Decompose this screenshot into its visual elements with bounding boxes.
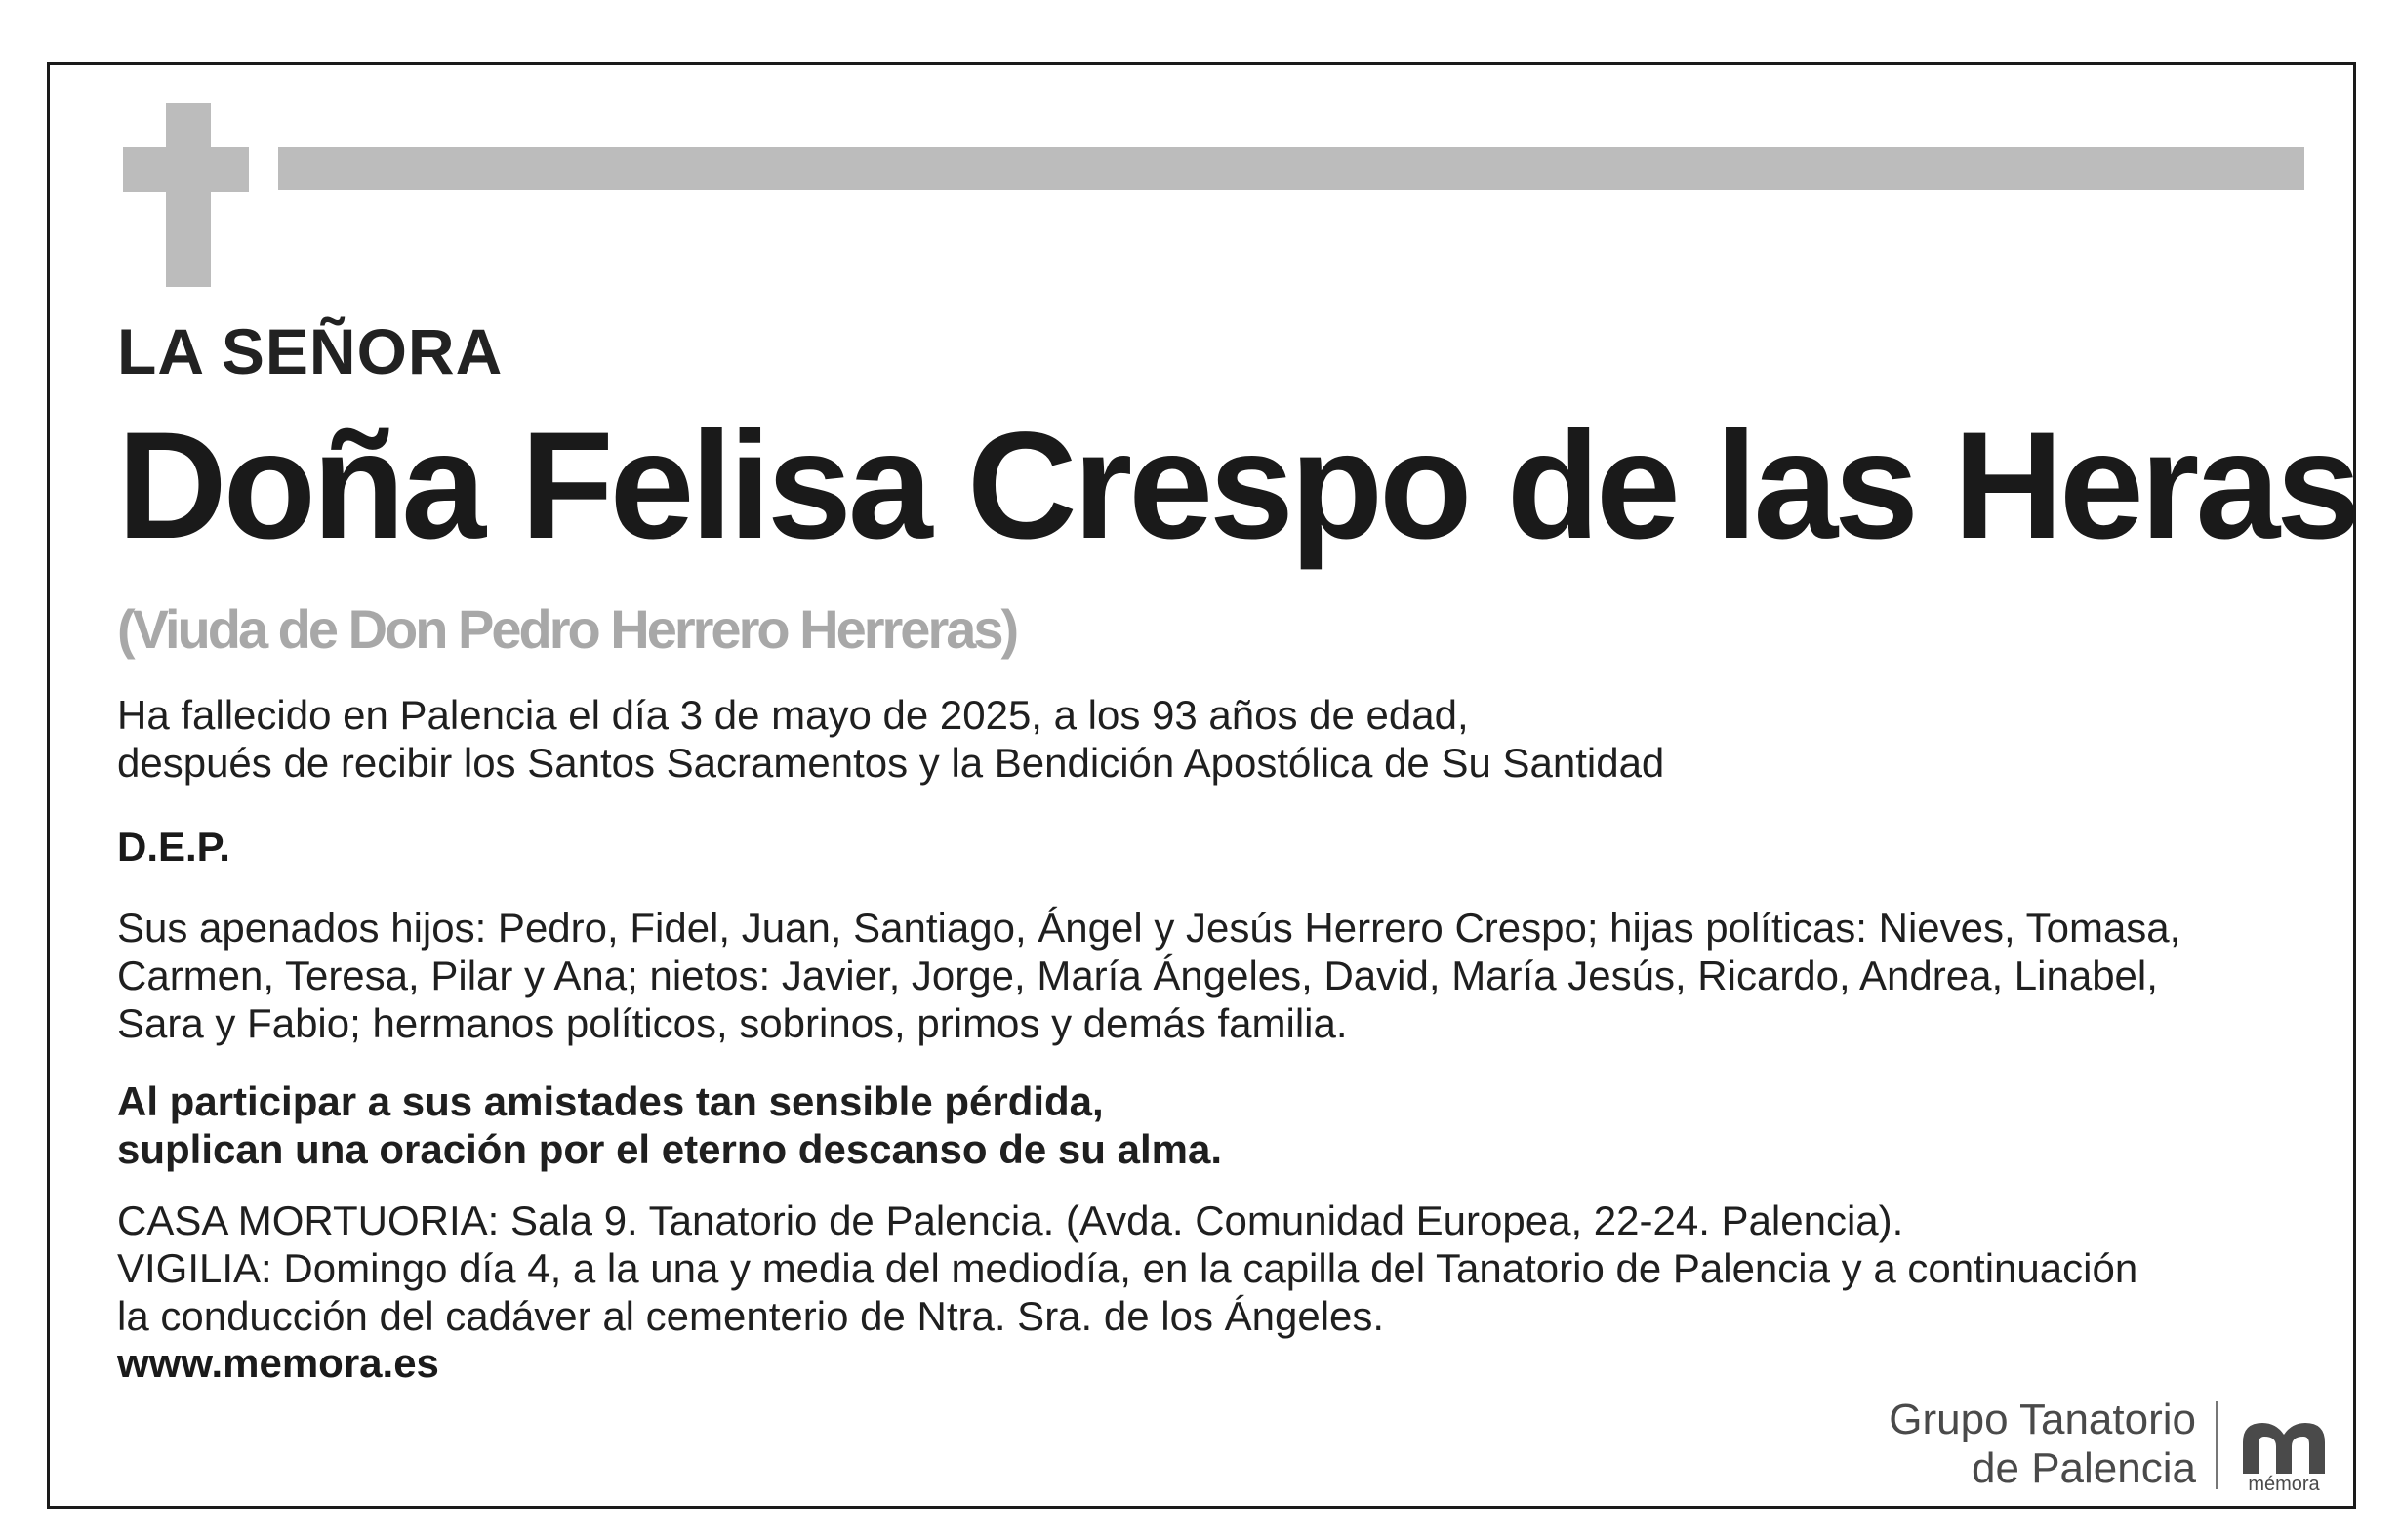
memora-m-logo-icon [2237,1417,2331,1476]
service-line-1: CASA MORTUORIA: Sala 9. Tanatorio de Palencia. (Avda. Comunidad Europea, 22-24. Palencia). [117,1197,1904,1243]
prayer-line-1: Al participar a sus amistades tan sensible pérdida, [117,1078,1104,1124]
group-name [1815,1396,2196,1493]
cross-icon-vertical [166,103,211,287]
widow-line: (Viuda de Don Pedro Herrero Herreras) [117,598,1017,660]
footer-divider [2216,1401,2218,1489]
service-paragraph [117,1196,2137,1340]
service-line-3: la conducción del cadáver al cementerio de Ntra. Sra. de los Ángeles. [117,1293,1385,1339]
death-paragraph [117,691,1664,787]
cross-icon-horizontal [123,147,249,192]
prayer-line-2: suplican una oración por el eterno descanso de su alma. [117,1126,1222,1172]
service-line-2: VIGILIA: Domingo día 4, a la una y media del mediodía, en la capilla del Tanatorio de Palencia y a continuación [117,1245,2138,1291]
deceased-name: Doña Felisa Crespo de las Heras [117,401,2357,571]
family-paragraph [117,904,2180,1047]
death-line-2: después de recibir los Santos Sacramentos y la Bendición Apostólica de Su Santidad [117,740,1665,786]
family-line-1: Sus apenados hijos: Pedro, Fidel, Juan, Santiago, Ángel y Jesús Herrero Crespo; hijas políticas: Nieves, Tomasa, [117,905,2181,951]
death-line-1: Ha fallecido en Palencia el día 3 de mayo de 2025, a los 93 años de edad, [117,692,1469,738]
dep-label: D.E.P. [117,824,230,870]
family-line-2: Carmen, Teresa, Pilar y Ana; nietos: Javier, Jorge, María Ángeles, David, María Jesús, Ricardo, Andrea, Linabel, [117,952,2158,998]
website-link[interactable]: www.memora.es [117,1340,439,1386]
logo-wordmark: mémora [2248,1474,2320,1495]
notice-title-small: LA SEÑORA [117,315,504,387]
prayer-paragraph [117,1077,1222,1173]
header-band [278,147,2304,190]
group-line-1: Grupo Tanatorio [1889,1396,2196,1443]
group-line-2: de Palencia [1972,1444,2196,1492]
family-line-3: Sara y Fabio; hermanos políticos, sobrinos, primos y demás familia. [117,1000,1348,1046]
